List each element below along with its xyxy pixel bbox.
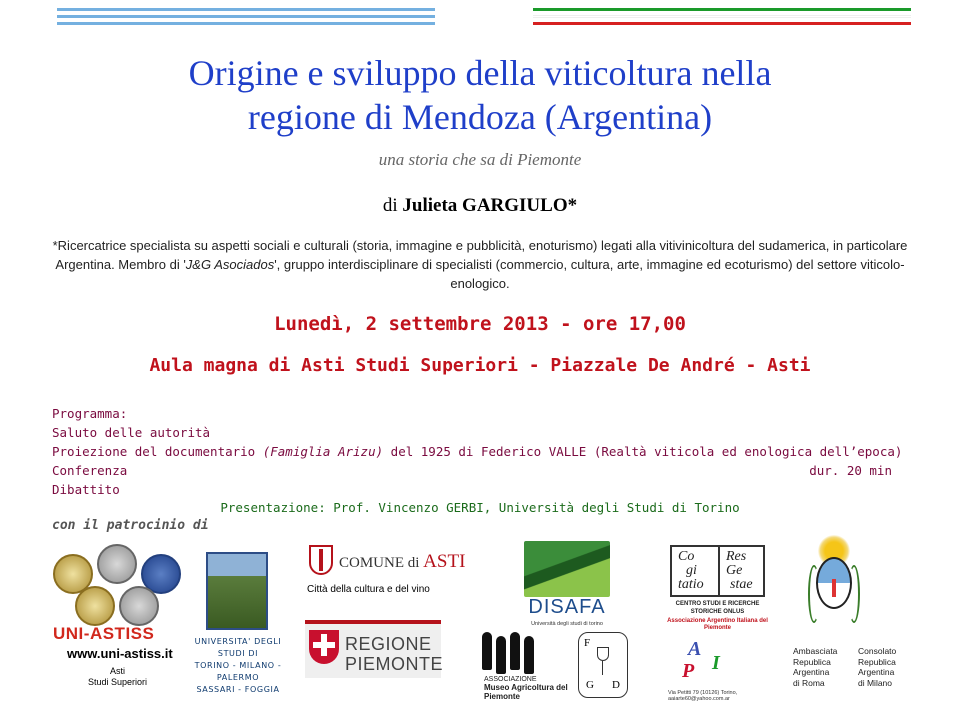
aip-letter-i: I <box>712 652 720 674</box>
uniastiss-url: www.uni-astiss.it <box>67 646 173 661</box>
byline <box>0 195 960 217</box>
programme-item-2 <box>52 442 902 461</box>
programme-item-4: Dibattito <box>52 482 120 497</box>
disafa-fields-icon <box>524 541 610 597</box>
seal-icon <box>97 544 137 584</box>
italy-flag-stripes <box>533 8 911 32</box>
uniastiss-name: UNI-ASTISS <box>53 624 155 643</box>
regione-piemonte-logo <box>305 620 444 678</box>
crest-shield <box>816 557 852 609</box>
embassy-caption: Ambasciata Republica Argentina di Roma <box>793 646 838 688</box>
museo-caption <box>484 676 578 702</box>
flag-stripe-red <box>533 22 911 25</box>
aip-letter-a: A <box>688 638 702 660</box>
programme-item <box>52 480 892 499</box>
event-venue: Aula magna di Asti Studi Superiori - Piazzale De André - Asti <box>149 355 811 376</box>
seal-icon <box>119 586 159 626</box>
comune-name <box>339 551 465 573</box>
programme-item-2-italic: (Famiglia Arizu) <box>262 444 384 459</box>
regione-word-1: REGIONE <box>345 634 432 654</box>
aip-letter-p: P <box>682 660 695 682</box>
wine-glass-icon <box>597 647 609 661</box>
flag-stripe-blue <box>57 8 435 11</box>
comune-asti-logo <box>305 541 466 601</box>
regione-shield-icon <box>309 630 339 664</box>
figure-icon <box>510 632 520 670</box>
association-name: Associazione Argentino Italiana del Piemonte <box>667 618 768 631</box>
comune-prefix: COMUNE di <box>339 555 424 571</box>
cog-word: tatio <box>678 577 704 592</box>
title-line-1: Origine e sviluppo della viticoltura nella <box>188 53 772 93</box>
figure-icon <box>482 632 492 670</box>
cogitatio-caption: CENTRO STUDI E RICERCHE STORICHE ONLUS <box>675 601 760 615</box>
bio-text-2: ', gruppo interdisciplinare di specialisti (commercio, cultura, arte, immagine ed ecoturismo) del settore viticolo-enologico. <box>274 257 905 291</box>
aip-logo <box>668 638 764 702</box>
cog-word: Co <box>678 549 695 564</box>
consulate-caption: Consolato Republica Argentina di Milano <box>858 646 897 688</box>
uniastiss-logo <box>45 540 190 690</box>
cog-word: Ge <box>726 563 743 578</box>
comune-crest-icon <box>309 545 333 575</box>
patronage-heading: con il patrocinio di <box>52 518 209 533</box>
programme-item-3: Conferenza <box>52 463 128 478</box>
programme-item-2-rest: del 1925 di Federico VALLE (Realtà viticola ed enologica dell’epoca) <box>383 444 903 459</box>
disafa-logo <box>524 541 610 631</box>
programme-item <box>52 423 892 442</box>
bio-italic: J&G Asociados <box>185 257 275 272</box>
programme-heading: Programma: <box>52 406 128 421</box>
seal-icon <box>75 586 115 626</box>
wine-glass-stem <box>602 661 603 675</box>
cogitatio-box <box>670 545 765 597</box>
regione-word-2: PIEMONTE <box>345 654 444 674</box>
fgd-letter-g: G <box>586 679 594 691</box>
figure-icon <box>524 636 534 674</box>
flag-stripe-green <box>533 8 911 11</box>
fgd-letter-f: F <box>584 637 591 649</box>
programme-item-1: Saluto delle autorità <box>52 425 211 440</box>
byline-prefix: di <box>382 195 398 216</box>
programme <box>52 404 903 499</box>
flag-stripe-white <box>533 15 911 18</box>
university-caption: UNIVERSITA' DEGLI STUDI DI TORINO - MILANO - PALERMO SASSARI - FOGGIA <box>194 637 282 694</box>
presenter: Presentazione: Prof. Vincenzo GERBI, Università degli Studi di Torino <box>220 500 740 515</box>
museo-assoc: ASSOCIAZIONE <box>484 676 537 683</box>
cog-word: stae <box>730 577 753 592</box>
university-image <box>206 552 268 630</box>
figure-icon <box>496 636 506 674</box>
event-date: Lunedì, 2 settembre 2013 - ore 17,00 <box>274 313 686 335</box>
programme-item-2-text: Proiezione del documentario <box>52 444 263 459</box>
uniastiss-caption: Asti Studi Superiori <box>87 666 148 687</box>
programme-item <box>52 442 903 461</box>
university-logo <box>192 552 284 697</box>
flag-stripe-blue <box>57 22 435 25</box>
speaker-name: Julieta GARGIULO* <box>402 195 578 216</box>
comune-city: ASTI <box>423 551 466 572</box>
subtitle: una storia che sa di Piemonte <box>378 150 582 169</box>
disafa-subtitle: Università degli studi di torino <box>531 621 603 627</box>
programme-item-3-duration: dur. 20 min <box>809 463 892 478</box>
argentina-crest-icon <box>806 535 862 635</box>
title-line-2: regione di Mendoza (Argentina) <box>247 97 713 137</box>
cog-word: Res <box>726 549 747 564</box>
programme-heading-row <box>52 404 892 423</box>
disafa-name: DISAFA <box>528 596 606 618</box>
cog-word: gi <box>686 563 697 578</box>
bio-text-1: *Ricercatrice specialista su aspetti sociali e culturali (storia, immagine e pubblicità, enoturismo) legati alla vitivinicoltura del sudamerica, in particolare Argentina. Membro di ' <box>52 238 908 272</box>
comune-tagline: Città della cultura e del vino <box>307 584 430 595</box>
flag-stripe-blue <box>57 15 435 18</box>
speaker-bio <box>40 236 920 293</box>
aip-address: Via Petitti 79 (10126) Torino, aaiarte60@yahoo.com.ar <box>668 690 738 702</box>
fgd-glass-logo <box>578 632 628 698</box>
argentina-flag-stripes <box>57 8 435 32</box>
museo-name: Museo Agricoltura del Piemonte <box>484 683 568 701</box>
fgd-letter-d: D <box>612 679 620 691</box>
cogitatio-logo <box>665 545 770 630</box>
museo-agricoltura-logo <box>478 628 578 701</box>
programme-item <box>52 461 892 480</box>
cog-divider <box>718 547 720 595</box>
